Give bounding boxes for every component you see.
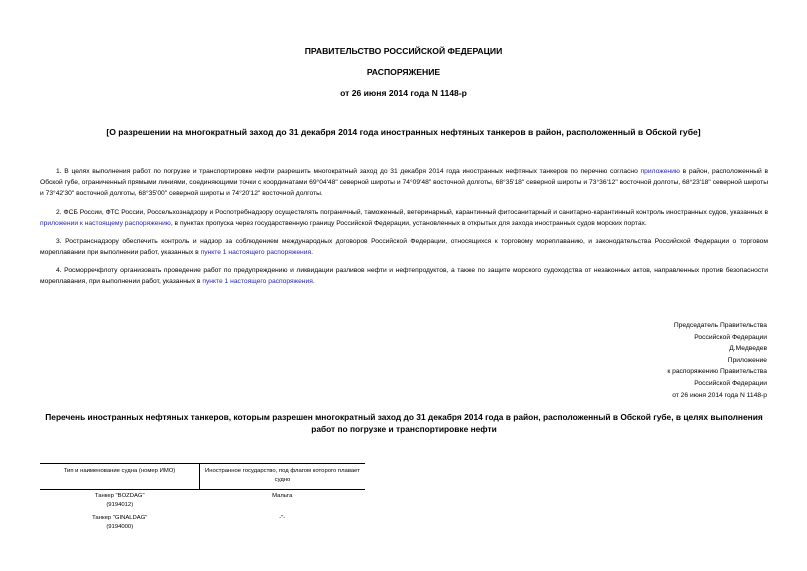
vessel-imo: (9194012) <box>106 502 134 508</box>
paragraph-1 <box>40 166 768 200</box>
flag-cell: -"- <box>279 515 286 521</box>
paragraph-4-text-before: 4. Росморречфлоту организовать проведение работ по предупреждению и ликвидации разливов нефти и нефтепродуктов, а также по защите морского судоходства от незаконных актов, направленных против безопасности мореплавания, при выполнении работ, указанных в <box>40 267 768 286</box>
signature-block <box>667 320 767 401</box>
vessel-name: Танкер "BOZDAG" <box>94 493 145 499</box>
column-header-vessel: Тип и наименование судна (номер ИМО) <box>40 464 200 490</box>
vessel-imo: (9194000) <box>106 524 134 530</box>
signatory-name: Д.Медведев <box>729 345 767 353</box>
table-header-row <box>40 464 365 490</box>
document-type-heading: РАСПОРЯЖЕНИЕ <box>366 67 441 77</box>
clause-1-link[interactable]: пункте 1 настоящего распоряжения <box>200 249 312 257</box>
flag-cell: Мальта <box>272 493 293 499</box>
vessel-name: Танкер "GINALDAG" <box>92 515 148 521</box>
paragraph-3 <box>40 236 768 258</box>
appendix-link[interactable]: приложении к настоящему распоряжению <box>40 220 171 228</box>
clause-1-link[interactable]: пункте 1 настоящего распоряжения <box>202 278 313 286</box>
appendix-ref-line: к распоряжению Правительства <box>667 368 767 376</box>
column-header-flag: Иностранное государство, под флагом которого плавает судно <box>200 464 366 490</box>
signatory-position: Председатель Правительства <box>673 322 767 329</box>
tanker-table <box>40 463 365 534</box>
vessel-cell <box>40 490 200 513</box>
appendix-label: Приложение <box>727 356 767 364</box>
paragraph-4-text-after: . <box>312 278 315 286</box>
tanker-list-title: Перечень иностранных нефтяных танкеров, которым разрешен многократный заход до 31 декабря 2014 года в район, расположенный в Обской губе, в целях выполнения работ по погрузке и транспортировке нефти <box>45 412 763 434</box>
paragraph-3-text-after: . <box>311 249 313 257</box>
paragraph-4 <box>40 265 768 287</box>
paragraph-1-text-after: в район, расположенный в Обской губе, ограниченный прямыми линиями, соединяющими точки с координатами 69°04'48" северной широты и 74°09'48" восточной долготы, 68°35'18" северной широты и 73°36'12" восточной долготы, 68°23'18" северной широты и 73°42'30" восточной долготы, 68°35'00" северной широты и 74°20'12" восточной долготы. <box>40 168 769 198</box>
document-title: [О разрешении на многократный заход до 31 декабря 2014 года иностранных нефтяных танкеров в район, расположенный в Обской губе] <box>106 127 701 137</box>
appendix-ref-date: от 26 июня 2014 года N 1148-р <box>672 391 767 399</box>
paragraph-2 <box>40 207 768 229</box>
table-row <box>40 490 365 513</box>
government-heading: ПРАВИТЕЛЬСТВО РОССИЙСКОЙ ФЕДЕРАЦИИ <box>304 46 503 56</box>
paragraph-2-text-before: 2. ФСБ России, ФТС России, Россельхознадзору и Роспотребнадзору осуществлять пограничный, таможенный, ветеринарный, карантинный фитосанитарный и санитарно-карантинный контроль иностранных судов, указанных в <box>56 209 768 216</box>
paragraph-2-text-after: , в пунктах пропуска через государственную границу Российской Федерации, установленных в открытых для захода иностранных судов морских портах. <box>170 220 647 228</box>
appendix-link[interactable]: приложению <box>640 168 680 175</box>
document-date-number: от 26 июня 2014 года N 1148-р <box>340 88 467 98</box>
table-row <box>40 512 365 534</box>
appendix-ref-line: Российской Федерации <box>694 379 767 387</box>
paragraph-1-text-before: 1. В целях выполнения работ по погрузке и транспортировке нефти разрешить многократный заход до 31 декабря 2014 года иностранных нефтяных танкеров по перечню согласно <box>56 168 641 175</box>
signatory-position-country: Российской Федерации <box>694 333 767 341</box>
vessel-cell <box>40 512 200 534</box>
paragraph-3-text-before: 3. Ространснадзору обеспечить контроль и надзор за соблюдением международных договоров Российской Федерации, относящихся к торговому мореплаванию, и законодательства Российской Федерации о торговом мореплавании при выполнении работ, указанных в <box>40 238 768 257</box>
